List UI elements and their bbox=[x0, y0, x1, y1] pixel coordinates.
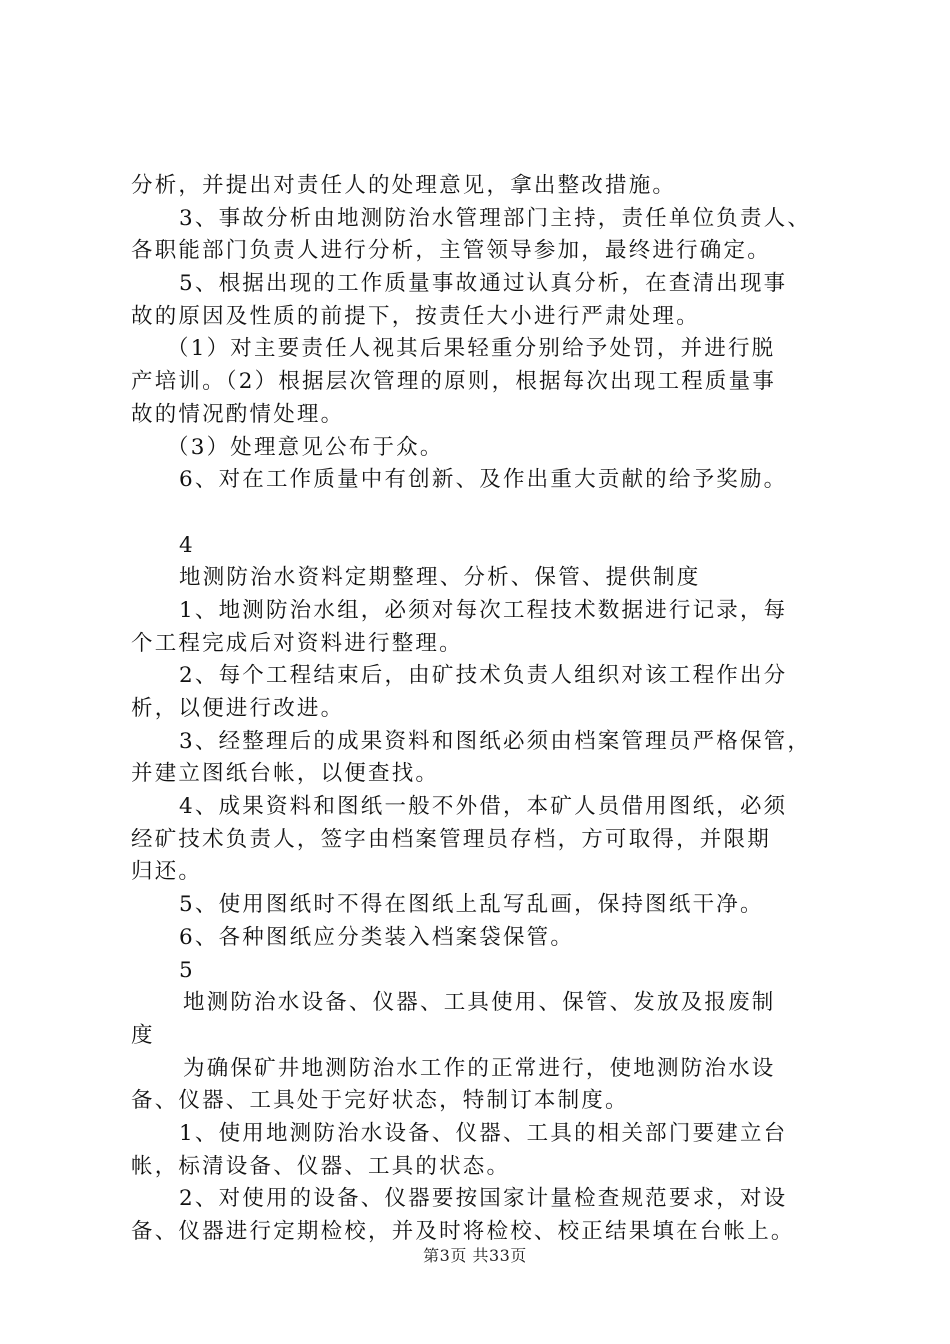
paragraph-line: 经矿技术负责人，签字由档案管理员存档，方可取得，并限期 bbox=[131, 826, 771, 852]
document-body bbox=[131, 170, 831, 1249]
paragraph-line: 3、经整理后的成果资料和图纸必须由档案管理员严格保管， bbox=[179, 728, 812, 754]
paragraph-line: 3、事故分析由地测防治水管理部门主持，责任单位负责人、 bbox=[179, 205, 812, 231]
paragraph-line: 1、地测防治水组，必须对每次工程技术数据进行记录，每 bbox=[179, 597, 788, 623]
paragraph-line: （3）处理意见公布于众。 bbox=[167, 434, 444, 460]
paragraph-line: 产培训。（2）根据层次管理的原则，根据每次出现工程质量事 bbox=[131, 369, 777, 395]
paragraph-line: 分析，并提出对责任人的处理意见，拿出整改措施。 bbox=[131, 173, 677, 198]
paragraph-line: 为确保矿井地测防治水工作的正常进行，使地测防治水设 bbox=[183, 1055, 776, 1081]
paragraph-line: 1、使用地测防治水设备、仪器、工具的相关部门要建立台 bbox=[179, 1120, 788, 1146]
paragraph-line: 并建立图纸台帐，以便查找。 bbox=[131, 761, 440, 787]
paragraph-line: 2、每个工程结束后，由矿技术负责人组织对该工程作出分 bbox=[179, 663, 788, 689]
section-number: 4 bbox=[179, 532, 195, 558]
paragraph-line: 各职能部门负责人进行分析，主管领导参加，最终进行确定。 bbox=[131, 238, 771, 264]
section-number: 5 bbox=[179, 957, 195, 983]
paragraph-line: 故的原因及性质的前提下，按责任大小进行严肃处理。 bbox=[131, 303, 700, 329]
paragraph-line: 6、各种图纸应分类装入档案袋保管。 bbox=[179, 924, 575, 950]
paragraph-line: 6、对在工作质量中有创新、及作出重大贡献的给予奖励。 bbox=[179, 467, 788, 493]
paragraph-line: 析，以便进行改进。 bbox=[131, 696, 345, 721]
section-title: 地测防治水资料定期整理、分析、保管、提供制度 bbox=[179, 565, 701, 591]
paragraph-line: 5、根据出现的工作质量事故通过认真分析，在查清出现事 bbox=[179, 271, 788, 297]
paragraph-line: （1）对主要责任人视其后果轻重分别给予处罚，并进行脱 bbox=[167, 336, 776, 362]
paragraph-line: 2、对使用的设备、仪器要按国家计量检查规范要求，对设 bbox=[179, 1186, 788, 1212]
paragraph-line: 帐，标清设备、仪器、工具的状态。 bbox=[131, 1153, 511, 1179]
page-number-footer: 第3页 共33页 bbox=[423, 1246, 527, 1265]
paragraph-line: 5、使用图纸时不得在图纸上乱写乱画，保持图纸干净。 bbox=[179, 892, 764, 918]
section-title-continued: 度 bbox=[131, 1022, 155, 1048]
paragraph-line: 4、成果资料和图纸一般不外借，本矿人员借用图纸，必须 bbox=[179, 794, 788, 820]
section-title: 地测防治水设备、仪器、工具使用、保管、发放及报废制 bbox=[183, 990, 776, 1016]
paragraph-line: 个工程完成后对资料进行整理。 bbox=[131, 630, 463, 656]
paragraph-line: 归还。 bbox=[131, 859, 203, 885]
paragraph-line: 备、仪器、工具处于完好状态，特制订本制度。 bbox=[131, 1088, 629, 1114]
paragraph-line: 备、仪器进行定期检校，并及时将检校、校正结果填在台帐上。 bbox=[131, 1219, 795, 1244]
paragraph-line: 故的情况酌情处理。 bbox=[131, 401, 345, 427]
